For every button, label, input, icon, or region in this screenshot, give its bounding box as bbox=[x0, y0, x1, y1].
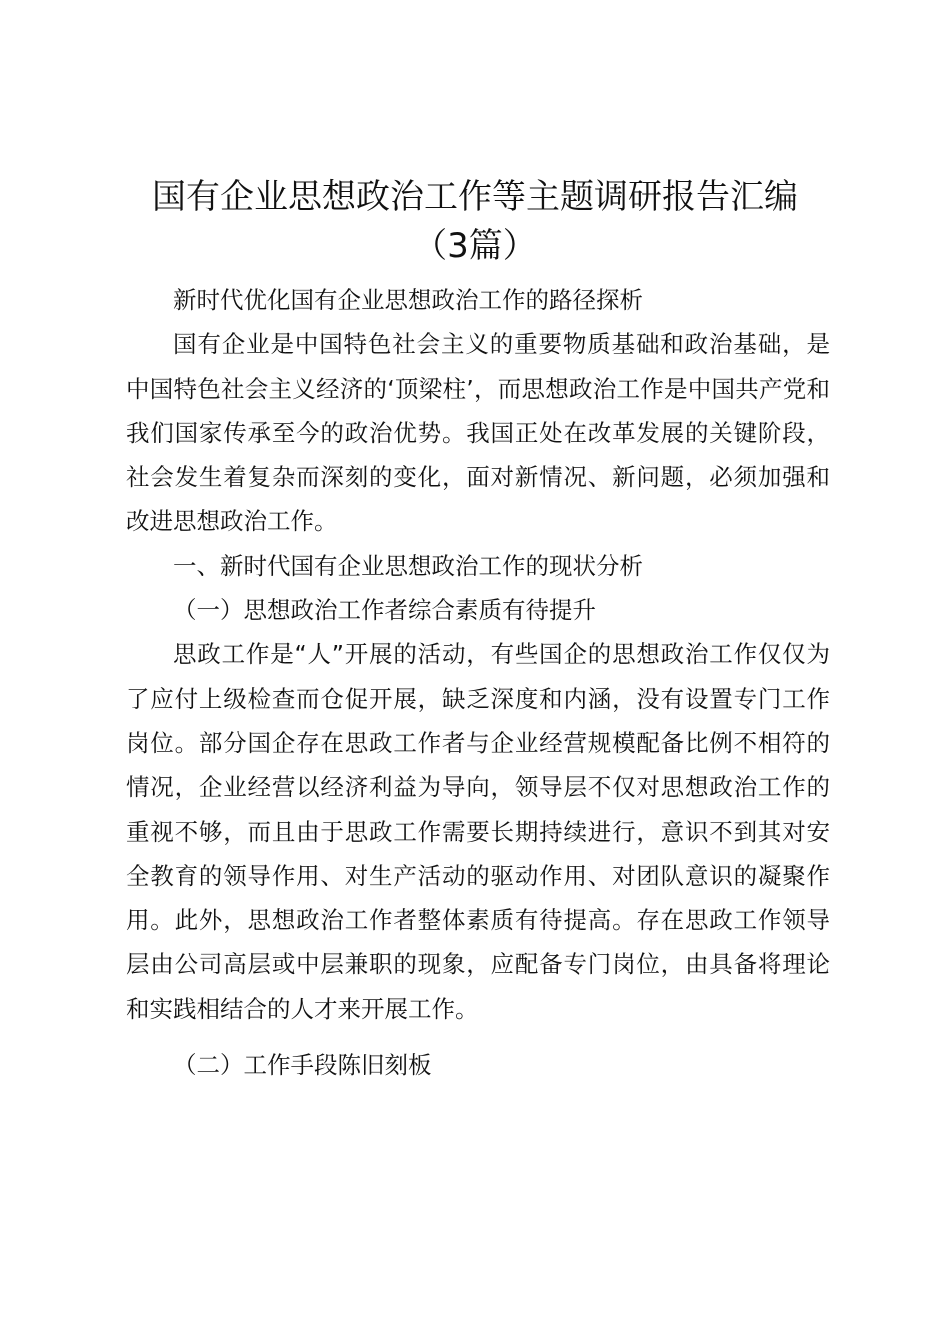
document-body bbox=[126, 278, 830, 1087]
document-title-count: （3篇） bbox=[413, 226, 537, 266]
article-subtitle: 新时代优化国有企业思想政治工作的路径探析 bbox=[173, 286, 643, 314]
paragraph-body: 思政工作是“人”开展的活动，有些国企的思想政治工作仅仅为了应付上级检查而仓促开展，缺乏深度和内涵，没有设置专门工作岗位。部分国企存在思政工作者与企业经营规模配备比例不相符的情况，企业经营以经济利益为导向，领导层不仅对思想政治工作的重视不够，而且由于思政工作需要长期持续进行，意识不到其对安全教育的领导作用、对生产活动的驱动作用、对团队意识的凝聚作用。此外，思想政治工作者整体素质有待提高。存在思政工作领导层由公司高层或中层兼职的现象，应配备专门岗位，由具备将理论和实践相结合的人才来开展工作。 bbox=[126, 640, 830, 1023]
paragraph-intro: 国有企业是中国特色社会主义的重要物质基础和政治基础，是中国特色社会主义经济的‘顶梁柱’，而思想政治工作是中国共产党和我们国家传承至今的政治优势。我国正处在改革发展的关键阶段，社会发生着复杂而深刻的变化，面对新情况、新问题，必须加强和改进思想政治工作。 bbox=[126, 330, 830, 536]
subsection-heading: （二）工作手段陈旧刻板 bbox=[173, 1051, 432, 1080]
document-title: 国有企业思想政治工作等主题调研报告汇编 bbox=[152, 177, 798, 217]
section-heading: 一、新时代国有企业思想政治工作的现状分析 bbox=[173, 551, 643, 580]
subsection-heading: （一）思想政治工作者综合素质有待提升 bbox=[173, 596, 596, 625]
